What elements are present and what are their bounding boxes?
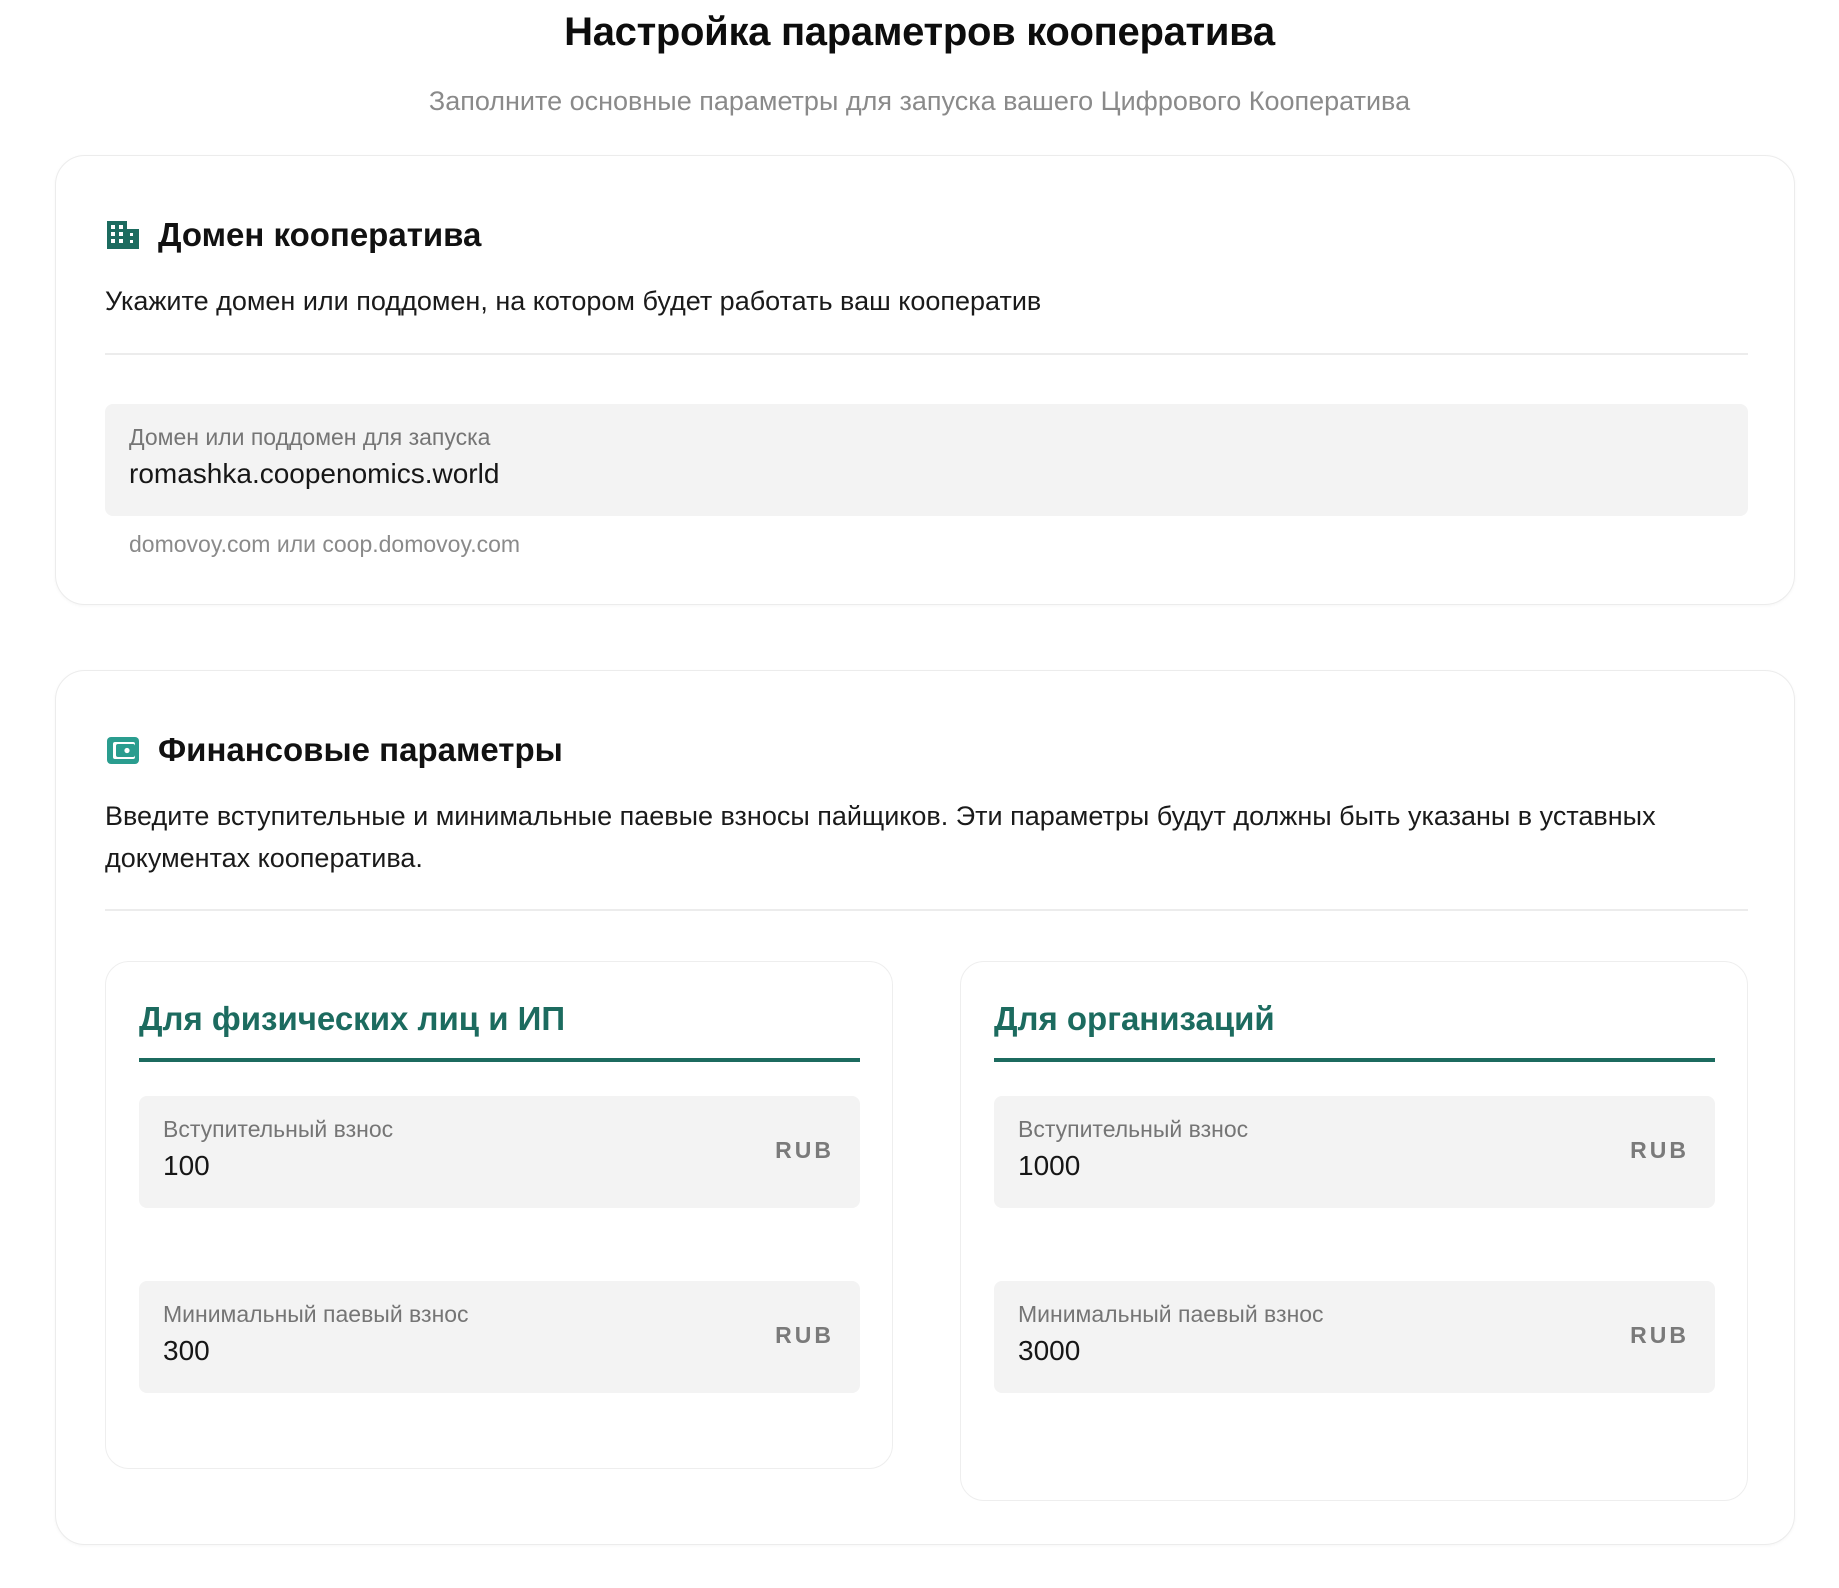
organizations-min-share-input[interactable]: 3000 [1018,1335,1081,1366]
individuals-entry-fee-currency: RUB [775,1137,834,1163]
individuals-entry-fee-label: Вступительный взнос [163,1116,394,1142]
finance-card [55,670,1795,1545]
domain-field[interactable] [105,404,1748,516]
page-subtitle: Заполните основные параметры для запуска вашего Цифрового Кооператива [428,86,1411,116]
individuals-min-share-label: Минимальный паевый взнос [163,1301,469,1327]
domain-input[interactable]: romashka.coopenomics.world [129,458,500,489]
domain-card-title: Домен кооператива [158,216,482,253]
domain-card-header [105,216,481,254]
finance-card-header [105,731,563,769]
organizations-entry-fee-input[interactable]: 1000 [1018,1150,1081,1181]
organizations-card [960,961,1748,1501]
individuals-card-underline [139,1058,860,1062]
domain-field-label: Домен или поддомен для запуска [129,424,491,450]
building-icon [105,217,141,253]
organizations-card-title: Для организаций [994,1000,1275,1037]
finance-card-title: Финансовые параметры [158,731,563,768]
finance-card-divider [105,909,1748,911]
individuals-min-share-currency: RUB [775,1322,834,1348]
individuals-min-share-field[interactable] [139,1281,860,1393]
organizations-entry-fee-label: Вступительный взнос [1018,1116,1249,1142]
page-title: Настройка параметров кооператива [564,10,1275,54]
organizations-min-share-currency: RUB [1630,1322,1689,1348]
organizations-entry-fee-field[interactable] [994,1096,1715,1208]
wallet-icon [105,732,141,768]
domain-field-hint: domovoy.com или coop.domovoy.com [129,531,521,557]
individuals-card [105,961,893,1469]
domain-card-description: Укажите домен или поддомен, на котором будет работать ваш кооператив [105,286,1042,316]
finance-card-description: Введите вступительные и минимальные паевые взносы пайщиков. Эти параметры будут должны быть указаны в уставных документах кооператива. [105,801,1656,873]
organizations-card-underline [994,1058,1715,1062]
domain-card-divider [105,353,1748,355]
domain-card [55,155,1795,605]
organizations-entry-fee-currency: RUB [1630,1137,1689,1163]
individuals-min-share-input[interactable]: 300 [163,1335,210,1366]
organizations-min-share-label: Минимальный паевый взнос [1018,1301,1324,1327]
individuals-card-title: Для физических лиц и ИП [139,1000,566,1037]
individuals-entry-fee-field[interactable] [139,1096,860,1208]
individuals-entry-fee-input[interactable]: 100 [163,1150,210,1181]
organizations-min-share-field[interactable] [994,1281,1715,1393]
